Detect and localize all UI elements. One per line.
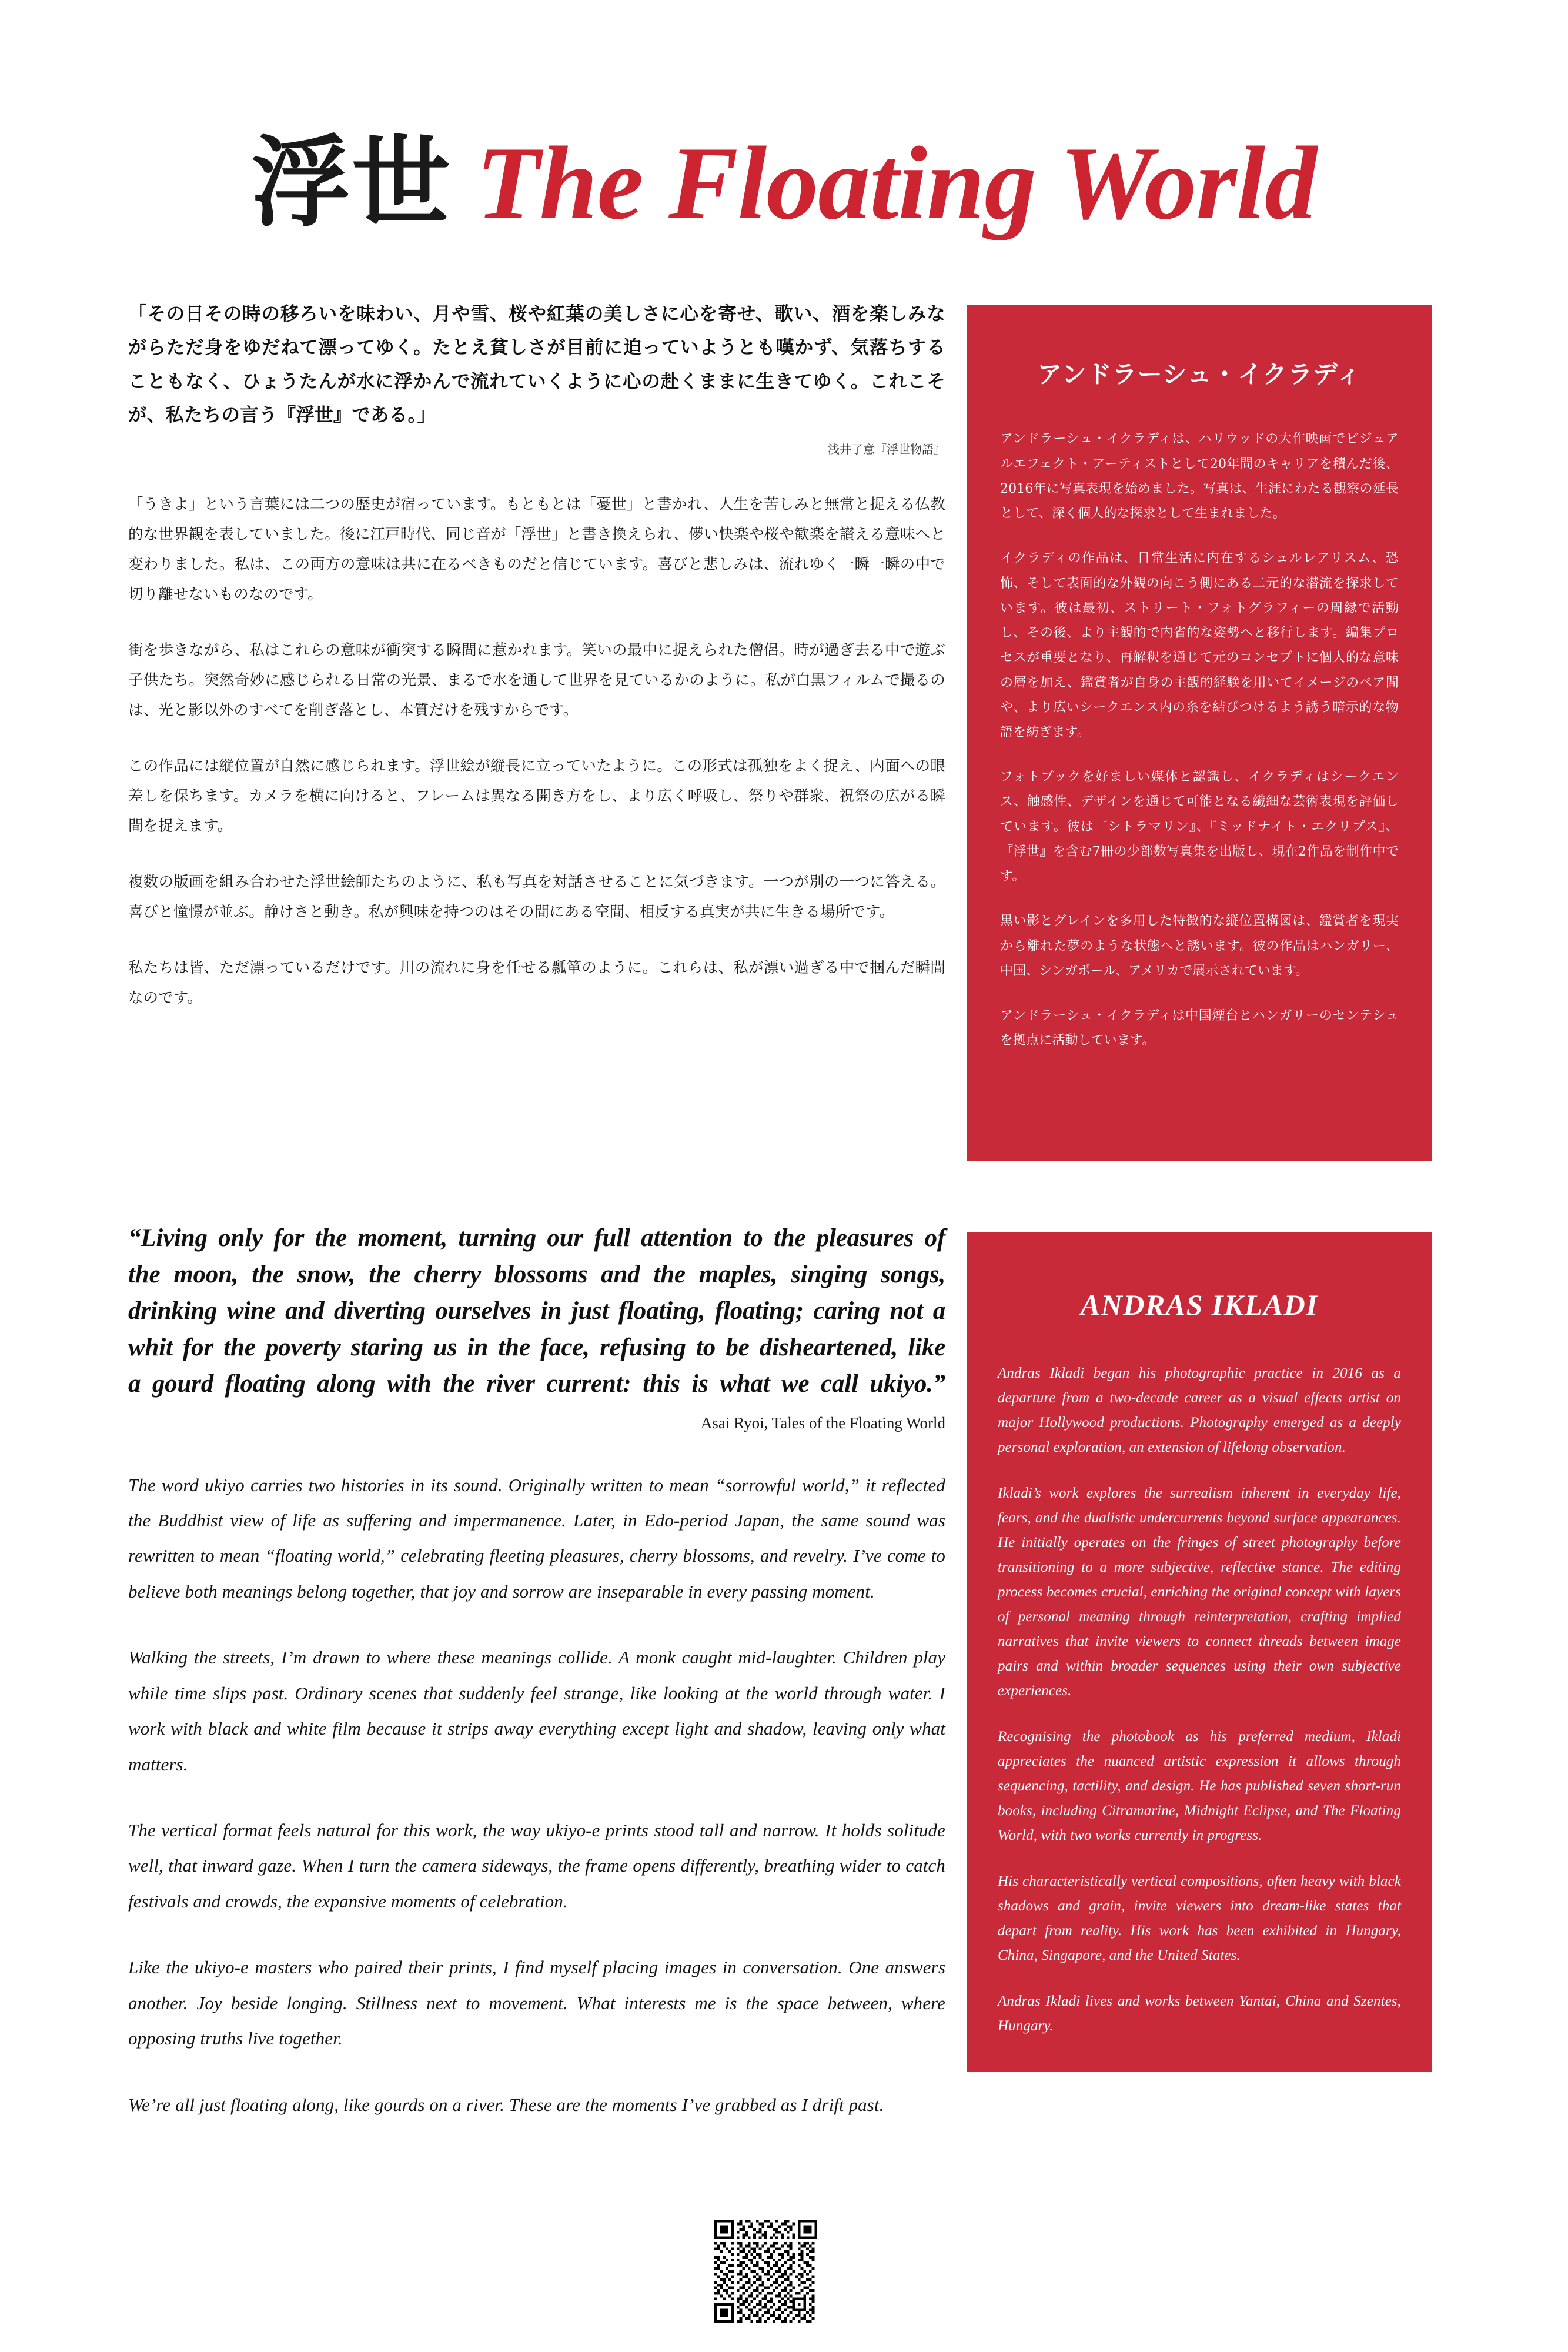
pullquote-line: a gourd floating along with the river current: this is what we call ukiyo.” [128,1369,945,1398]
english-bio-panel-wrap [967,1232,1432,2072]
japanese-artist-name: アンドラーシュ・イクラディ [1037,360,1362,389]
japanese-bio-paragraph: フォトブックを好ましい媒体と認識し、イクラディはシークエンス、触感性、デザインを通じて可能となる繊細な芸術表現を評価しています。彼は『シトラマリン』、『ミッドナイト・エクリプス』、『浮世』を含む7冊の少部数写真集を出版し、現在2作品を制作中です。 [1000,770,1399,884]
english-bio-paragraph: Andras Ikladi began his photographic practice in 2016 as a departure from a two-decade career as a visual effects artist on major Hollywood productions. Photography emerged as a deeply personal exploration, an extension of lifelong observation. [998,1365,1401,1455]
english-pullquote-attribution: Asai Ryoi, Tales of the Floating World [700,1414,945,1432]
japanese-paragraph: 「うきよ」という言葉には二つの歴史が宿っています。もともとは「憂世」と書かれ、人生を苦しみと無常と捉える仏教的な世界観を表していました。後に江戸時代、同じ音が「浮世」と書き換えられ、儚い快楽や桜や歓楽を讃える意味へと変わりました。私は、この両方の意味は共に在るべきものだと信じています。喜びと悲しみは、流れゆく一瞬一瞬の中で切り離せないものなのです。 [128,496,945,604]
english-paragraph: The vertical format feels natural for this work, the way ukiyo-e prints stood tall and narrow. It holds solitude well, that inward gaze. When I turn the camera sideways, the frame opens differently, breathing wider to catch festivals and crowds, the expansive moments of celebration. [128,1820,945,1912]
japanese-lead-quote: 「その日その時の移ろいを味わい、月や雪、桜や紅葉の美しさに心を寄せ、歌い、酒を楽しみながらただ身をゆだねて漂ってゆく。たとえ貧しさが目前に迫っていようとも嘆かず、気落ちすることもなく、ひょうたんが水に浮かんで流れていくように心の赴くままに生きてゆく。これこそが、私たちの言う『浮世』である。」 [128,303,945,426]
english-paragraph: We’re all just floating along, like gourds on a river. These are the moments I’ve grabbed as I drift past. [128,2094,884,2115]
pullquote-line: whit for the poverty staring us in the face, refusing to be disheartened, like [128,1333,945,1361]
japanese-paragraph: 複数の版画を組み合わせた浮世絵師たちのように、私も写真を対話させることに気づきます。一つが別の一つに答える。喜びと憧憬が並ぶ。静けさと動き。私が興味を持つのはその間にある空間、相反する真実が共に生きる場所です。 [128,873,945,921]
page-title: The Floating World [476,125,1317,241]
pullquote-line: drinking wine and diverting ourselves in just floating, floating; caring not a [128,1297,945,1325]
english-paragraph: Like the ukiyo-e masters who paired their prints, I find myself placing images in conversation. One answers another. Joy beside longing. Stillness next to movement. What interests me is the space between, where opposing truths live together. [128,1957,945,2049]
japanese-bio-panel-wrap [967,305,1432,1161]
english-bio-paragraph: Recognising the photobook as his preferred medium, Ikladi appreciates the nuanced artistic expression it allows through sequencing, tactility, and design. He has published seven short-run books, including Citramarine, Midnight Eclipse, and The Floating World, with two works currently in progress. [998,1729,1401,1843]
english-paragraph: The word ukiyo carries two histories in its sound. Originally written to mean “sorrowful world,” it reflected the Buddhist view of life as suffering and impermanence. Later, in Edo-period Japan, the same sound was rewritten to mean “floating world,” celebrating fleeting pleasures, cherry blossoms, and revelry. I’ve come to believe both meanings belong together, that joy and sorrow are inseparable in every passing moment. [128,1474,945,1602]
japanese-bio-paragraph: 黒い影とグレインを多用した特徴的な縦位置構図は、鑑賞者を現実から離れた夢のような状態へと誘います。彼の作品はハンガリー、中国、シンガポール、アメリカで展示されています。 [1000,914,1399,978]
japanese-bio-paragraph: イクラディの作品は、日常生活に内在するシュルレアリスム、恐怖、そして表面的な外観の向こう側にある二元的な潜流を探求しています。彼は最初、ストリート・フォトグラフィーの周縁で活動し、その後、より主観的で内省的な姿勢へと移行します。編集プロセスが重要となり、再解釈を通じて元のコンセプトに個人的な意味の層を加え、鑑賞者が自身の主観的経験を用いてイメージのペア間や、より広いシークエンス内の糸を結びつけるよう誘う暗示的な物語を紡ぎます。 [1000,551,1399,740]
english-bio-paragraph: Ikladi’s work explores the surrealism inherent in everyday life, fears, and the dualistic undercurrents beyond surface appearances. He initially operates on the fringes of street photography before transitioning to a more subjective, reflective stance. The editing process becomes crucial, enriching the original concept with layers of personal meaning through reinterpretation, crafting implied narratives that invite viewers to connect threads between image pairs and within broader sequences using their own subjective experiences. [998,1485,1401,1699]
english-bio-paragraph: Andras Ikladi lives and works between Yantai, China and Szentes, Hungary. [998,1993,1401,2034]
japanese-paragraph: 私たちは皆、ただ漂っているだけです。川の流れに身を任せる瓢箪のように。これらは、私が漂い過ぎる中で掴んだ瞬間なのです。 [128,959,945,1007]
english-paragraph: Walking the streets, I’m drawn to where these meanings collide. A monk caught mid-laughter. Children play while time slips past. Ordinary scenes that suddenly feel strange, like looking at the world through water. I work with black and white film because it strips away everything except light and shadow, leaving only what matters. [128,1647,945,1775]
english-artist-name: ANDRAS IKLADI [1080,1288,1319,1321]
japanese-paragraph: この作品には縦位置が自然に感じられます。浮世絵が縦長に立っていたように。この形式は孤独をよく捉え、内面への眼差しを保ちます。カメラを横に向けると、フレームは異なる開き方をし、より広く呼吸し、祭りや群衆、祝祭の広がる瞬間を捉えます。 [128,757,945,836]
japanese-column [128,297,945,1028]
pullquote-line: the moon, the snow, the cherry blossoms and the maples, singing songs, [128,1260,945,1288]
pullquote-line: “Living only for the moment, turning our full attention to the pleasures of [128,1224,945,1252]
english-pullquote [128,1220,945,1402]
english-column [128,1220,945,2141]
qr-code-icon[interactable] [714,2220,817,2323]
english-bio-paragraph: His characteristically vertical compositions, often heavy with black shadows and grain, invite viewers into dream-like states that depart from reality. His work has been exhibited in Hungary, China, Singapore, and the United States. [998,1873,1401,1963]
japanese-lead-attribution: 浅井了意『浮世物語』 [828,442,945,457]
japanese-bio-panel [967,305,1432,1161]
japanese-paragraph: 街を歩きながら、私はこれらの意味が衝突する瞬間に惹かれます。笑いの最中に捉えられた僧侶。時が過ぎ去る中で遊ぶ子供たち。突然奇妙に感じられる日常の光景、まるで水を通して世界を見ているかのように。私が白黒フィルムで撮るのは、光と影以外のすべてを削ぎ落とし、本質だけを残すからです。 [128,642,945,720]
japanese-bio-paragraph: アンドラーシュ・イクラディは、ハリウッドの大作映画でビジュアルエフェクト・アーティストとして20年間のキャリアを積んだ後、2016年に写真表現を始めました。写真は、生涯にわたる観察の延長として、深く個人的な探求として生まれました。 [1000,432,1399,522]
english-bio-panel [967,1232,1432,2072]
japanese-bio-paragraph: アンドラーシュ・イクラディは中国煙台とハンガリーのセンテシュを拠点に活動しています。 [1000,1008,1399,1048]
masthead-kanji: 浮世 [251,124,452,240]
masthead [0,100,1568,241]
